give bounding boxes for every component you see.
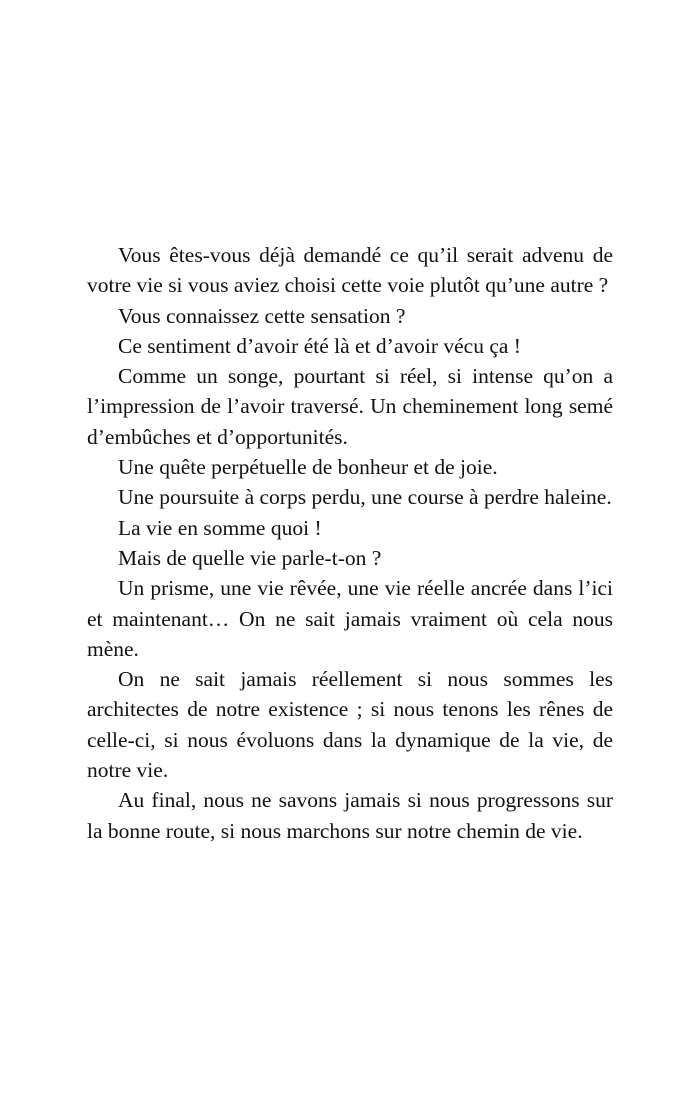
paragraph-5: Une quête perpétuelle de bonheur et de joie.	[118, 455, 498, 480]
body-text	[87, 240, 613, 846]
paragraph-3: Ce sentiment d’avoir été là et d’avoir vécu ça !	[118, 333, 521, 358]
paragraph-8: Mais de quelle vie parle-t-on ?	[118, 545, 382, 570]
paragraph-2: Vous connaissez cette sensation ?	[118, 303, 406, 328]
paragraph-4: Comme un songe, pourtant si réel, si intense qu’on a l’impression de l’avoir traversé. Un cheminement long semé d’embûches et d’opportunités.	[87, 364, 613, 449]
paragraph-1: Vous êtes-vous déjà demandé ce qu’il serait advenu de votre vie si vous aviez choisi cette voie plutôt qu’une autre ?	[87, 243, 613, 298]
paragraph-6: Une poursuite à corps perdu, une course à perdre haleine.	[118, 485, 612, 510]
paragraph-7: La vie en somme quoi !	[118, 515, 322, 540]
paragraph-10: On ne sait jamais réellement si nous sommes les architectes de notre existence ; si nous tenons les rênes de celle-ci, si nous évoluons dans la dynamique de la vie, de notre vie.	[87, 667, 613, 783]
paragraph-11: Au final, nous ne savons jamais si nous progressons sur la bonne route, si nous marchons sur notre chemin de vie.	[87, 788, 613, 843]
paragraph-9: Un prisme, une vie rêvée, une vie réelle ancrée dans l’ici et maintenant… On ne sait jamais vraiment où cela nous mène.	[87, 576, 613, 661]
